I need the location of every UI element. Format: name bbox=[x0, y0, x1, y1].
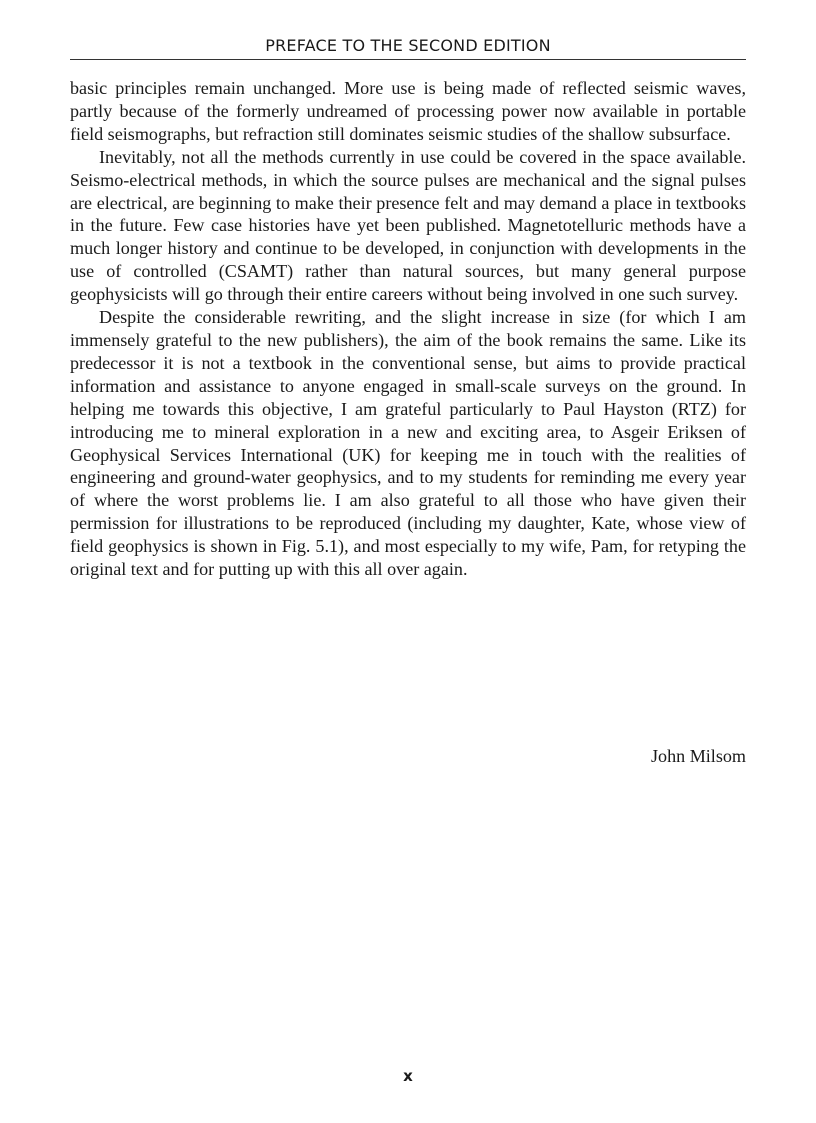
running-head: PREFACE TO THE SECOND EDITION bbox=[265, 36, 551, 55]
page-number: x bbox=[403, 1067, 413, 1085]
paragraph-continuation: basic principles remain unchanged. More use is being made of reflected seismic waves, partly because of the formerly undreamed of processing power now available in portable field seismographs, but refraction still dominates seismic studies of the shallow subsurface. bbox=[70, 78, 746, 144]
paragraph-acknowledgements: Despite the considerable rewriting, and the slight increase in size (for which I am immensely grateful to the new publishers), the aim of the book remains the same. Like its predecessor it is not a textbook in the conventional sense, but aims to provide practical information and assistance to anyone engaged in small-scale surveys on the ground. In helping me towards this objective, I am grateful particularly to Paul Hayston (RTZ) for introducing me to mineral exploration in a new and exciting area, to Asgeir Eriksen of Geophysical Services International (UK) for keeping me in touch with the realities of engineering and ground-water geophysics, and to my students for reminding me every year of where the worst problems lie. I am also grateful to all those who have given their permission for illustrations to be reproduced (including my daughter, Kate, whose view of field geophysics is shown in Fig. 5.1), and most especially to my wife, Pam, for retyping the original text and for putting up with this all over again. bbox=[70, 307, 746, 580]
author-signature: John Milsom bbox=[650, 746, 746, 766]
paragraph-methods: Inevitably, not all the methods currently in use could be covered in the space available. Seismo-electrical methods, in which the source pulses are mechanical and the signal pulses are electrical, are beginning to make their presence felt and may demand a place in textbooks in the future. Few case histories have yet been published. Magnetotelluric methods have a much longer history and continue to be developed, in conjunction with developments in the use of controlled (CSAMT) rather than natural sources, but many general purpose geophysicists will go through their entire careers without being involved in one such survey. bbox=[70, 146, 746, 305]
preface-body bbox=[70, 77, 746, 581]
header-rule bbox=[70, 59, 746, 60]
